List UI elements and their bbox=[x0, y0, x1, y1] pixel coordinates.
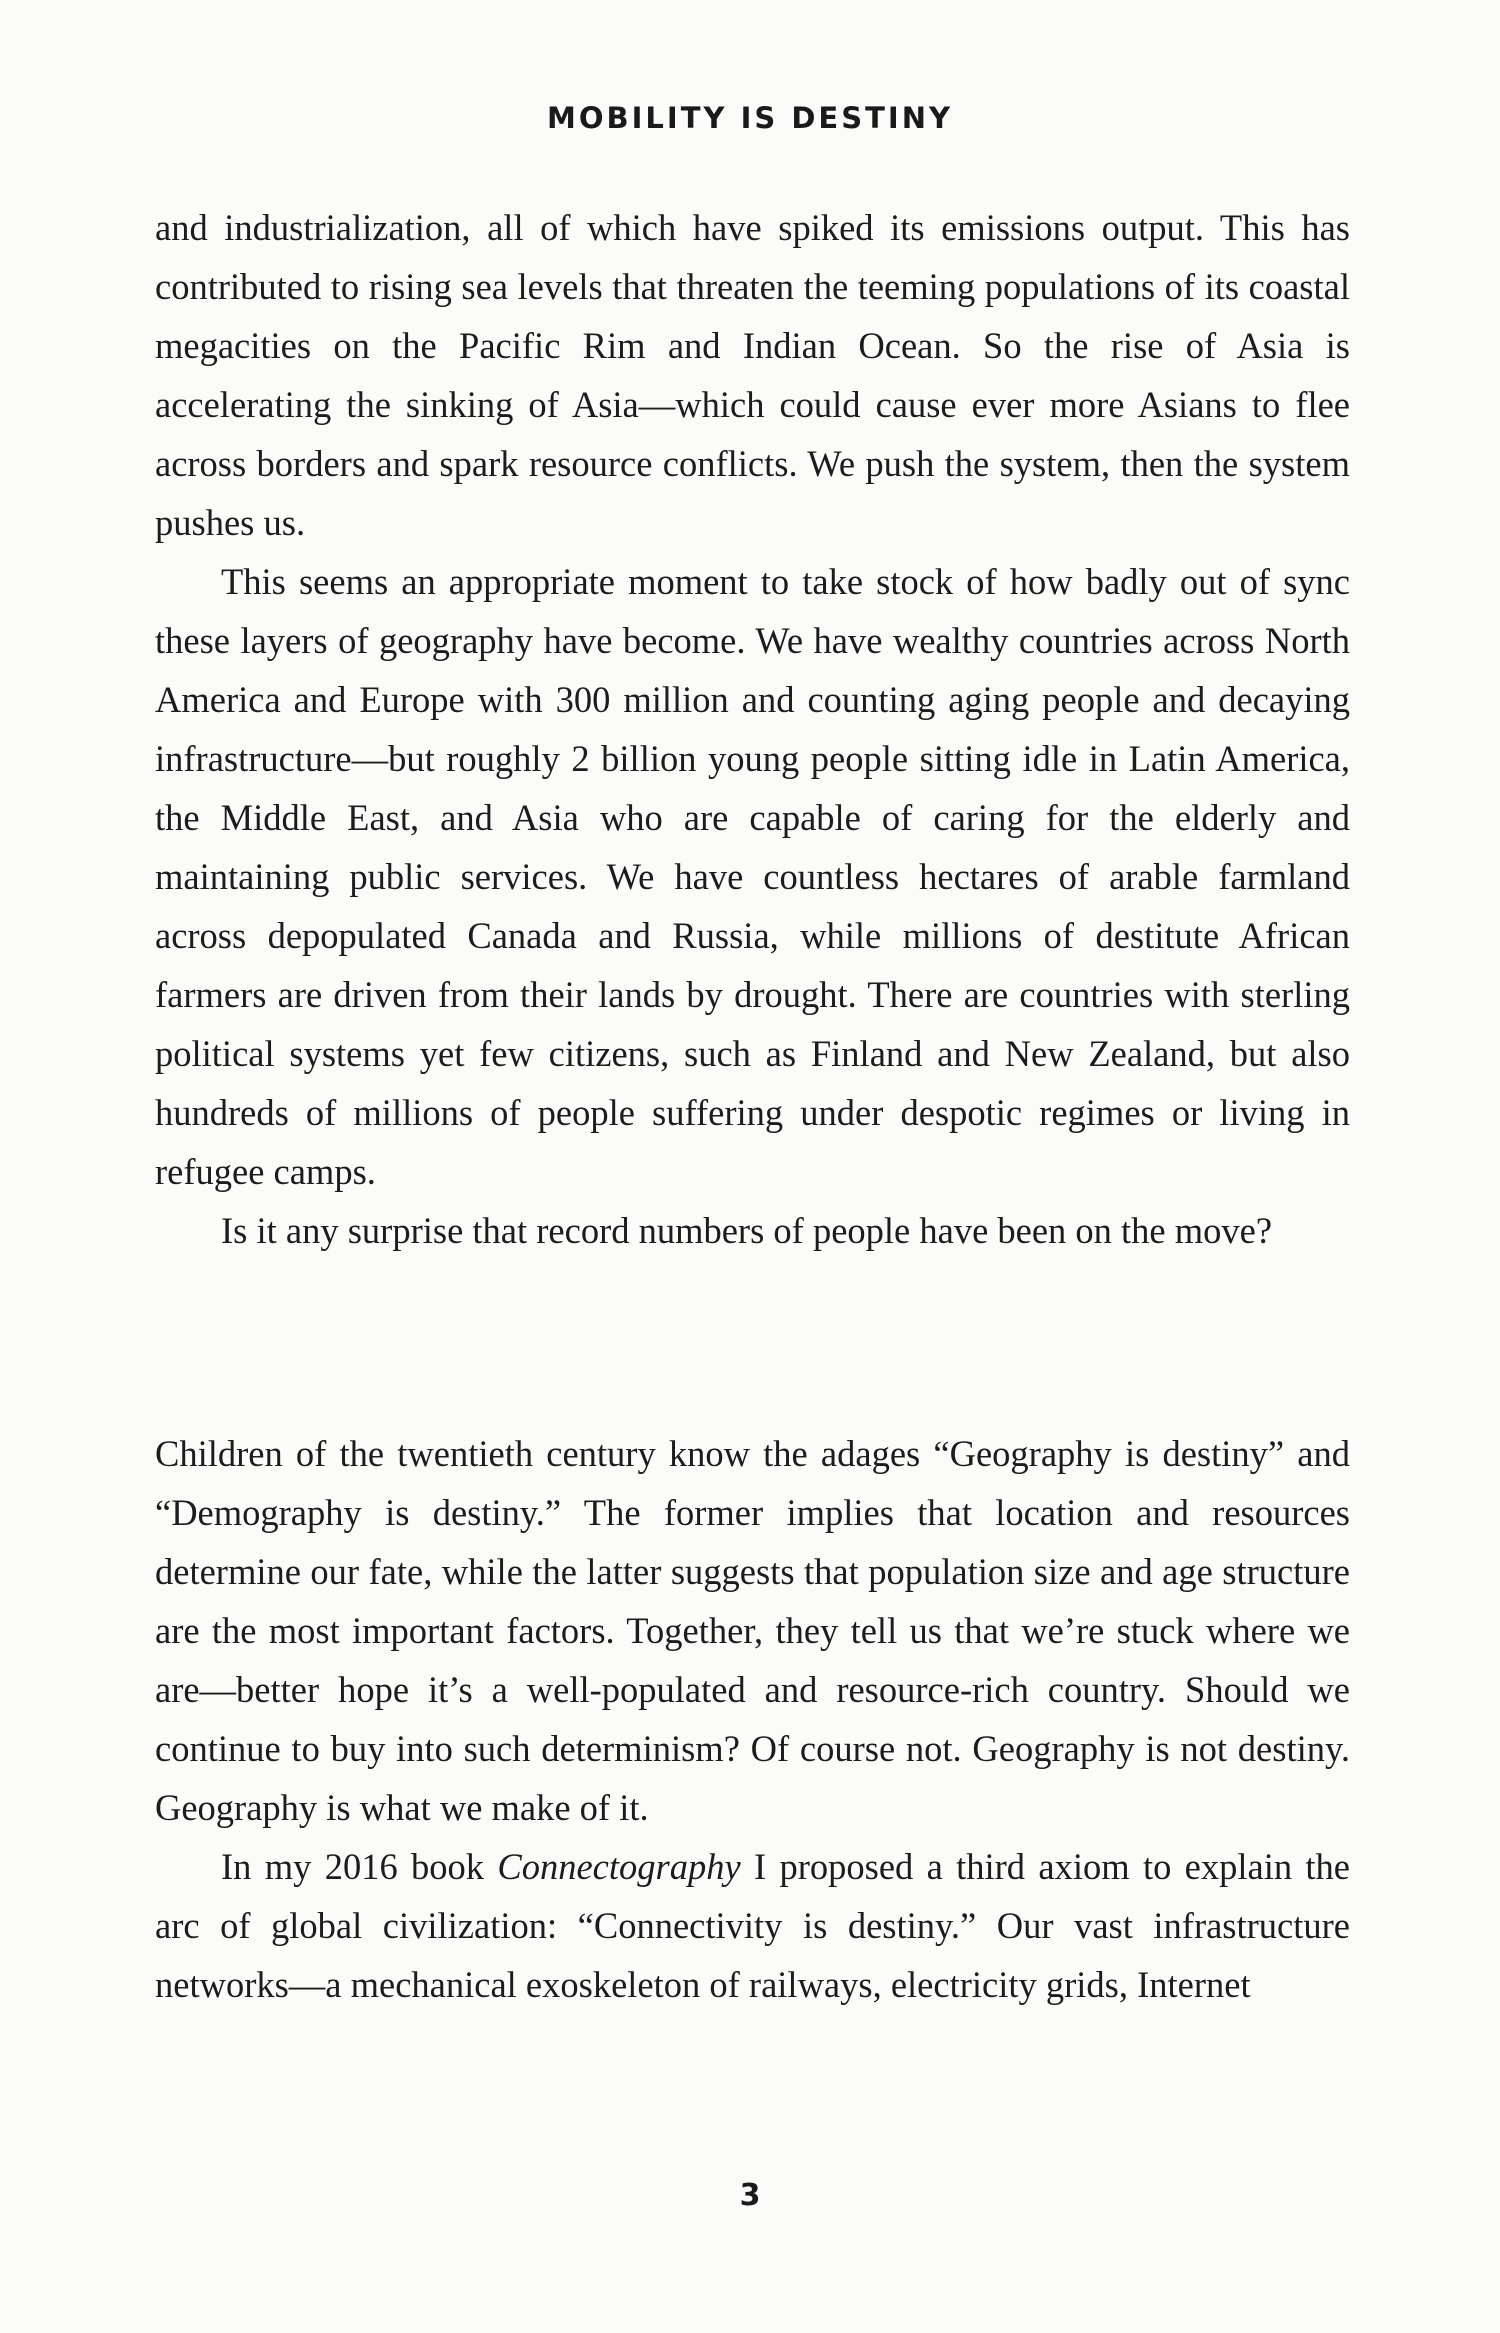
paragraph: Children of the twentieth century know the adages “Geography is destiny” and “Demography is destiny.” The former implies that location and resources determine our fate, while the latter suggests that population size and age structure are the most important factors. Together, they tell us that we’re stuck where we are—better hope it’s a well-populated and resource-rich country. Should we continue to buy into such determinism? Of course not. Geography is not destiny. Geography is what we make of it. bbox=[155, 1433, 1350, 1828]
paragraph-text: I proposed a third axiom to explain the arc of global civilization: “Connectivity is destiny.” Our vast infrastructure networks—a mechanical exoskeleton of railways, electricity grids, Internet bbox=[155, 1846, 1351, 2005]
page-number: 3 bbox=[739, 2178, 761, 2213]
paragraph bbox=[155, 1837, 1350, 2014]
book-title: Connectography bbox=[497, 1846, 741, 1887]
text-section-2 bbox=[155, 1424, 1350, 2014]
running-head: MOBILITY IS DESTINY bbox=[547, 101, 953, 135]
paragraph: and industrialization, all of which have spiked its emissions output. This has contributed to rising sea levels that threaten the teeming populations of its coastal megacities on the Pacific Rim and Indian Ocean. So the rise of Asia is accelerating the sinking of Asia—which could cause ever more Asians to flee across borders and spark resource conflicts. We push the system, then the system pushes us. bbox=[155, 207, 1350, 543]
paragraph-text: In my 2016 book bbox=[221, 1846, 498, 1887]
paragraph: Is it any surprise that record numbers of people have been on the move? bbox=[221, 1210, 1273, 1251]
paragraph: This seems an appropriate moment to take stock of how badly out of sync these layers of geography have become. We have wealthy countries across North America and Europe with 300 million and counting aging people and decaying infrastructure—but roughly 2 billion young people sitting idle in Latin America, the Middle East, and Asia who are capable of caring for the elderly and maintaining public services. We have countless hectares of arable farmland across depopulated Canada and Russia, while millions of destitute African farmers are driven from their lands by drought. There are countries with sterling political systems yet few citizens, such as Finland and New Zealand, but also hundreds of millions of people suffering under despotic regimes or living in refugee camps. bbox=[155, 561, 1350, 1192]
text-section-1 bbox=[155, 198, 1350, 1260]
